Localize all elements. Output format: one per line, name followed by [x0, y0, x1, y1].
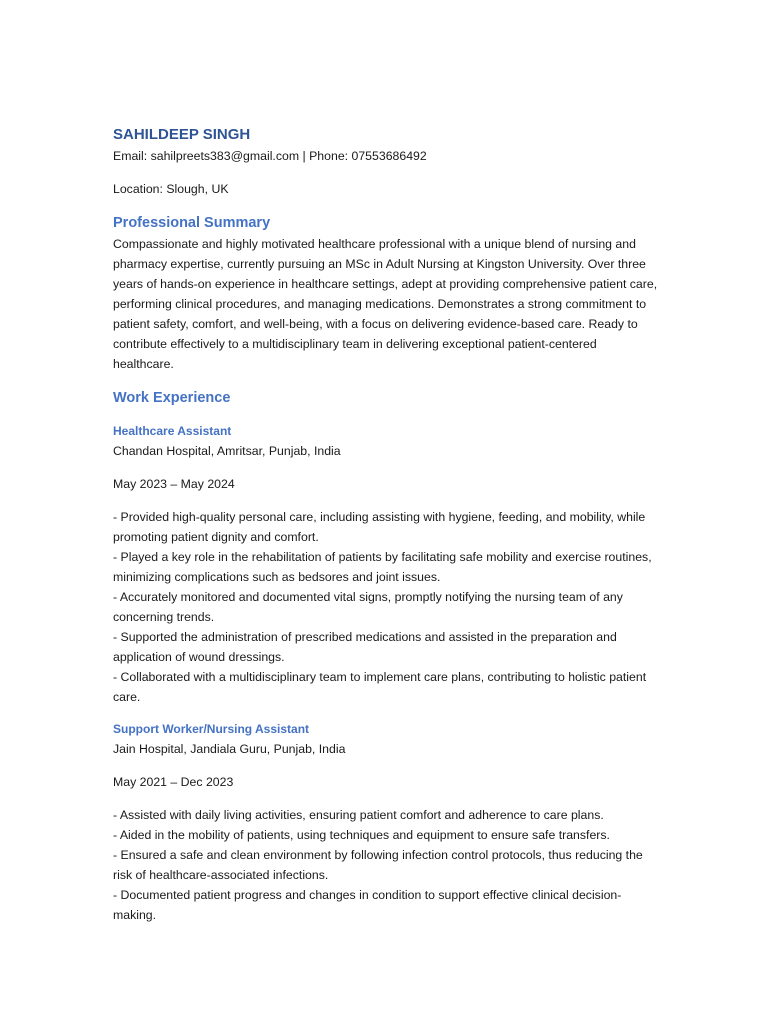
job-bullet: - Aided in the mobility of patients, using techniques and equipment to ensure safe transfers.: [113, 828, 610, 842]
job-dates: May 2023 – May 2024: [113, 477, 235, 491]
candidate-name: SAHILDEEP SINGH: [113, 126, 251, 143]
job-title: Healthcare Assistant: [113, 424, 232, 438]
contact-info: Email: sahilpreets383@gmail.com | Phone: 07553686492: [113, 149, 427, 163]
job-bullet: - Assisted with daily living activities, ensuring patient comfort and adherence to care plans.: [113, 808, 604, 822]
job-bullet: - Accurately monitored and documented vital signs, promptly notifying the nursing team of any concerning trends.: [113, 590, 623, 624]
job-bullet: - Documented patient progress and changes in condition to support effective clinical decision-making.: [113, 888, 622, 922]
job-title: Support Worker/Nursing Assistant: [113, 722, 310, 736]
job-entry: [113, 719, 658, 925]
summary-text: Compassionate and highly motivated healthcare professional with a unique blend of nursing and pharmacy expertise, currently pursuing an MSc in Adult Nursing at Kingston University. Over three years of hands-on experience in healthcare settings, adept at providing comprehensive patient care, performing clinical procedures, and managing medications. Demonstrates a strong commitment to patient safety, comfort, and well-being, with a focus on delivering evidence-based care. Ready to contribute effectively to a multidisciplinary team in delivering exceptional patient-centered healthcare.: [113, 237, 658, 371]
job-dates: May 2021 – Dec 2023: [113, 775, 234, 789]
job-bullet: - Ensured a safe and clean environment by following infection control protocols, thus reducing the risk of healthcare-associated infections.: [113, 848, 643, 882]
job-bullet: - Played a key role in the rehabilitation of patients by facilitating safe mobility and exercise routines, minimizing complications such as bedsores and joint issues.: [113, 550, 652, 584]
job-place: Chandan Hospital, Amritsar, Punjab, India: [113, 444, 341, 458]
job-bullet: - Collaborated with a multidisciplinary team to implement care plans, contributing to holistic patient care.: [113, 670, 647, 704]
job-bullet: - Provided high-quality personal care, including assisting with hygiene, feeding, and mobility, while promoting patient dignity and comfort.: [113, 510, 646, 544]
experience-heading: Work Experience: [113, 390, 231, 406]
summary-heading: Professional Summary: [113, 215, 271, 231]
job-bullet: - Supported the administration of prescribed medications and assisted in the preparation and application of wound dressings.: [113, 630, 617, 664]
job-bullets: [113, 805, 658, 925]
job-entry: [113, 421, 658, 707]
location: Location: Slough, UK: [113, 182, 229, 196]
job-bullets: [113, 507, 658, 707]
resume-page: [113, 124, 658, 925]
job-place: Jain Hospital, Jandiala Guru, Punjab, India: [113, 742, 346, 756]
